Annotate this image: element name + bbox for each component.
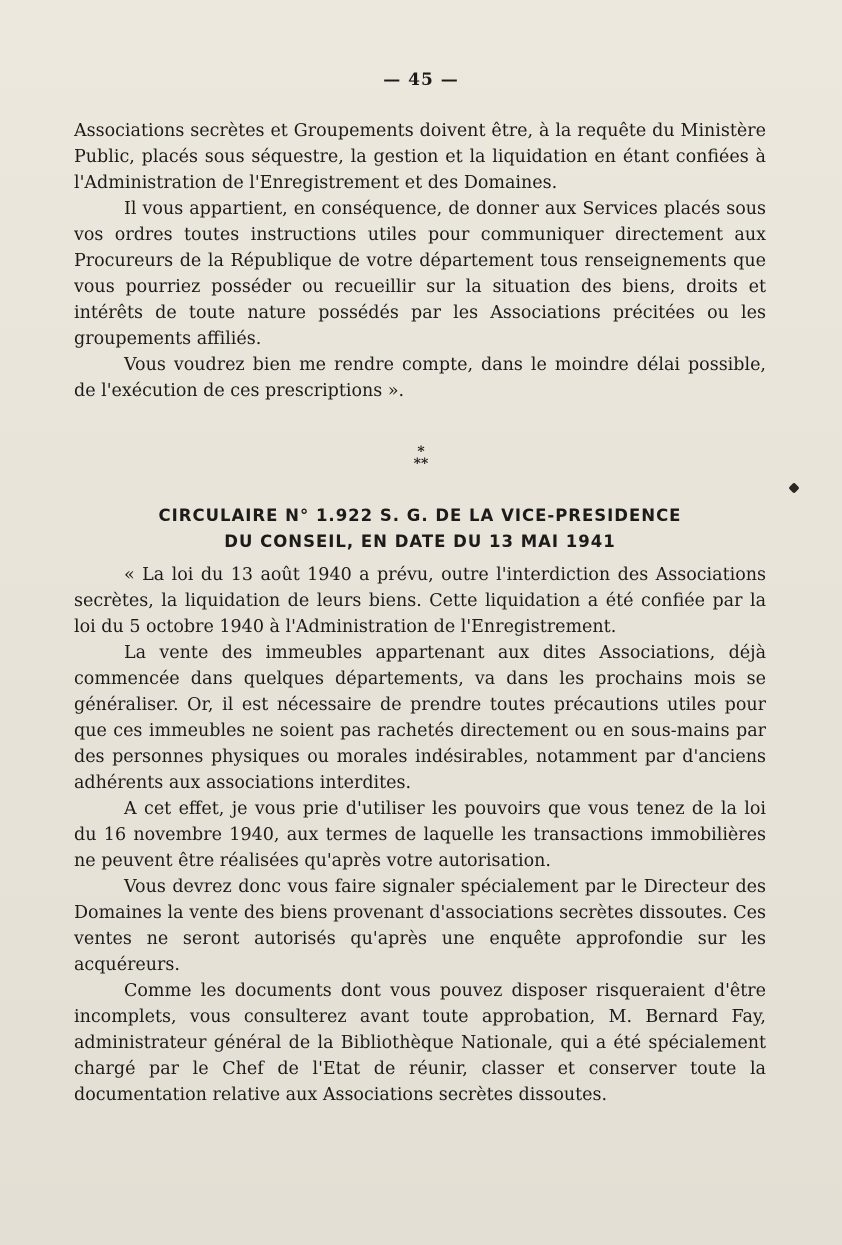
circular-body: [74, 562, 766, 1108]
margin-mark: [788, 482, 799, 493]
separator-bottom: **: [413, 456, 429, 472]
circular-heading-line-2: DU CONSEIL, EN DATE DU 13 MAI 1941: [224, 532, 616, 551]
paragraph: « La loi du 13 août 1940 a prévu, outre l'interdiction des Associations secrètes, la liquidation de leurs biens. Cette liquidation a été confiée par la loi du 5 octobre 1940 à l'Administration de l'Enregistrement.: [74, 565, 766, 637]
section-separator: [0, 446, 842, 470]
paragraph: Il vous appartient, en conséquence, de donner aux Services placés sous vos ordres toutes instructions utiles pour communiquer directement aux Procureurs de la République de votre département tous renseignements que vous pourriez posséder ou recueillir sur la situation des biens, droits et intérêts de toute nature possédés par les Associations précitées ou les groupements affiliés.: [74, 199, 766, 349]
paragraph: La vente des immeubles appartenant aux dites Associations, déjà commencée dans quelques départements, va dans les prochains mois se généraliser. Or, il est nécessaire de prendre toutes précautions utiles pour que ces immeubles ne soient pas rachetés directement ou en sous-mains par des personnes physiques ou morales indésirables, notamment par d'anciens adhérents aux associations interdites.: [74, 643, 766, 793]
page-number: — 45 —: [383, 70, 459, 90]
paragraph: Associations secrètes et Groupements doivent être, à la requête du Ministère Public, placés sous séquestre, la gestion et la liquidation en étant confiées à l'Administration de l'Enregistrement et des Domaines.: [74, 121, 766, 193]
paragraph: Vous voudrez bien me rendre compte, dans le moindre délai possible, de l'exécution de ces prescriptions ».: [74, 355, 766, 401]
top-section: [74, 118, 766, 404]
circular-heading-line-1: CIRCULAIRE N° 1.922 S. G. DE LA VICE-PRESIDENCE: [158, 506, 682, 525]
separator-top: *: [417, 444, 425, 460]
paragraph: A cet effet, je vous prie d'utiliser les pouvoirs que vous tenez de la loi du 16 novembre 1940, aux termes de laquelle les transactions immobilières ne peuvent être réalisées qu'après votre autorisation.: [74, 799, 766, 871]
paragraph: Comme les documents dont vous pouvez disposer risqueraient d'être incomplets, vous consulterez avant toute approbation, M. Bernard Fay, administrateur général de la Bibliothèque Nationale, qui a été spécialement chargé par le Chef de l'Etat de réunir, classer et conserver toute la documentation relative aux Associations secrètes dissoutes.: [74, 981, 766, 1105]
paragraph: Vous devrez donc vous faire signaler spécialement par le Directeur des Domaines la vente des biens provenant d'associations secrètes dissoutes. Ces ventes ne seront autorisés qu'après une enquête approfondie sur les acquéreurs.: [74, 877, 766, 975]
circular-heading: [74, 503, 766, 555]
